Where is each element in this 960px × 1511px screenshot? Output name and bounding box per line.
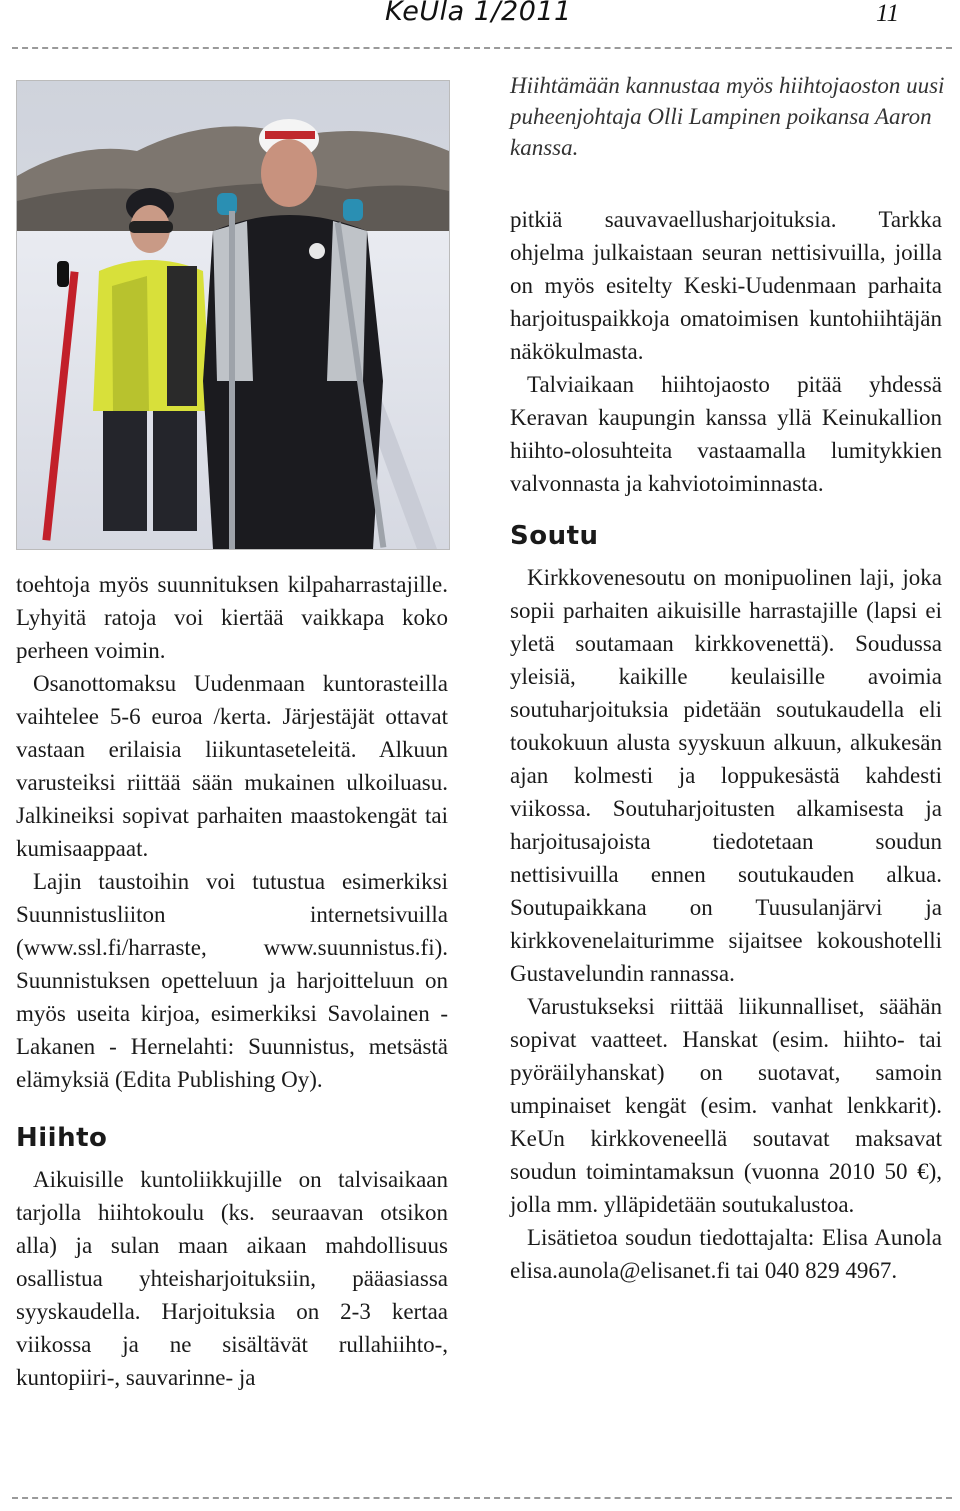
- paragraph: Kirkkovenesoutu on monipuolinen laji, joka sopii parhaiten aikuisille harrastajille (lapsi ei yletä soutamaan kirkkovenettä). Soudussa yleisiä, kaikille keulaisille avoimia soutuharjoituksia pidetään soutukaudella eli toukokuun alusta syyskuun alkuun, alkukesän ajan kolmesti ja loppukesästä kahdesti viikossa. Soutuharjoitusten alkamisesta ja harjoitusajoista tiedotetaan soudun nettisivuilla ennen soutukauden alkua. Soutupaikkana on Tuusulanjärvi ja kirkkovenelaiturimme sijaitsee kokoushotelli Gustavelundin rannassa.: [510, 565, 942, 986]
- publication-title: KeUla 1/2011: [385, 0, 572, 27]
- footer-divider: [12, 1497, 952, 1499]
- paragraph: Talviaikaan hiihtojaosto pitää yhdessä Keravan kaupungin kanssa yllä Keinukallion hiihto-olosuhteita vastaamalla lumitykkien valvonnasta ja kahviotoiminnasta.: [510, 372, 942, 496]
- skiers-photo: [16, 80, 450, 550]
- paragraph: Aikuisille kuntoliikkujille on talvisaikaan tarjolla hiihtokoulu (ks. seuraavan otsikon alla) ja sulan maan aikaan mahdollisuus osallistua yhteisharjoituksiin, pääasiassa syyskaudella. Harjoituksia on 2-3 kertaa viikossa ja ne sisältävät rullahiihto-, kuntopiiri-, sauvarinne- ja: [16, 1167, 448, 1390]
- paragraph: Lajin taustoihin voi tutustua esimerkiksi Suunnistusliiton internetsivuilla (www.ssl.fi/harraste, www.suunnistus.fi). Suunnistuksen opetteluun ja harjoitteluun on myös useita kirjoa, esimerkiksi Savolainen - Lakanen - Hernelahti: Suunnistus, metsästä elämyksiä (Edita Publishing Oy).: [16, 869, 448, 1092]
- paragraph: pitkiä sauvavaellusharjoituksia. Tarkka ohjelma julkaistaan seuran nettisivuilla, joilla on myös esitelty Keski-Uudenmaan parhaita harjoituspaikkoja omatoimisen kuntohiihtäjän näkökulmasta.: [510, 207, 942, 364]
- photo-caption: Hiihtämään kannustaa myös hiihtojaoston uusi puheenjohtaja Olli Lampinen poikansa Aaron kanssa.: [510, 73, 945, 160]
- paragraph: toehtoja myös suunnituksen kilpaharrastajille. Lyhyitä ratoja voi kiertää vaikkapa koko perheen voimin.: [16, 572, 448, 663]
- paragraph: Varustukseksi riittää liikunnalliset, säähän sopivat vaatteet. Hanskat (esim. hiihto- tai pyöräilyhanskat) on suotavat, samoin umpinaiset kengät (esim. vanhat lenkkarit). KeUn kirkkoveneellä soutavat maksavat soudun toimintamaksun (vuonna 2010 50 €), jolla mm. ylläpidetään soutukalustoa.: [510, 994, 942, 1217]
- page-number: 11: [876, 0, 900, 27]
- left-column: [16, 568, 448, 1394]
- right-column: [510, 203, 942, 1287]
- section-heading-soutu: Soutu: [510, 521, 599, 551]
- paragraph: Lisätietoa soudun tiedottajalta: Elisa Aunola elisa.aunola@elisanet.fi tai 040 829 4967.: [510, 1225, 942, 1283]
- section-heading-hiihto: Hiihto: [16, 1123, 108, 1153]
- header-divider: [12, 47, 952, 49]
- paragraph: Osanottomaksu Uudenmaan kuntorasteilla vaihtelee 5-6 euroa /kerta. Järjestäjät ottavat vastaan erilaisia liikuntaseteleitä. Alkuun varusteiksi riittää sään mukainen ulkoiluasu. Jalkineiksi sopivat parhaiten maastokengät tai kumisaappaat.: [16, 671, 448, 861]
